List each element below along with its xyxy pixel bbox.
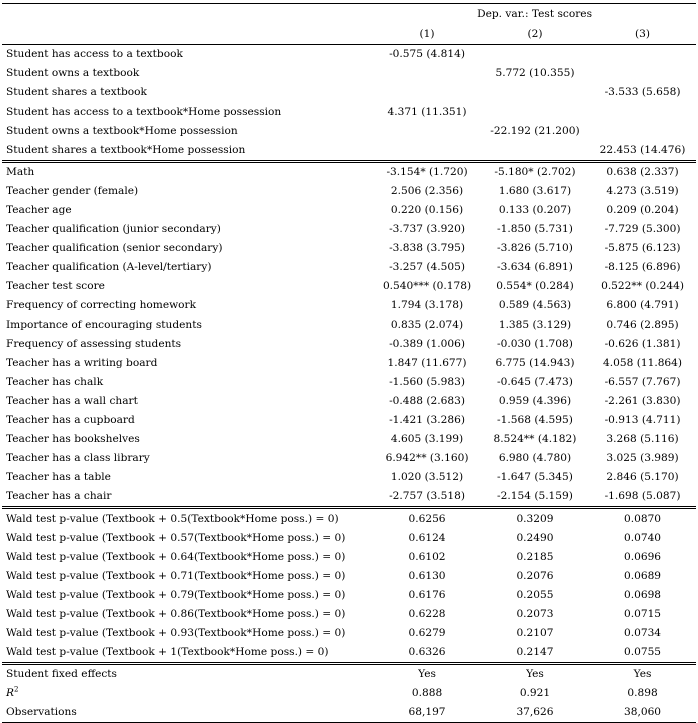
cell-col-3: 22.453 (14.476) bbox=[599, 143, 686, 156]
cell-col-1: 0.6279 bbox=[408, 627, 446, 640]
wald-test-row bbox=[2, 624, 696, 643]
cell-col-3: 0.0734 bbox=[623, 627, 662, 640]
cell-col-3: 0.209 (0.204) bbox=[606, 204, 679, 216]
control-row bbox=[2, 487, 696, 508]
cell-col-3: 3.268 (5.116) bbox=[606, 433, 679, 446]
textbook-row bbox=[2, 140, 696, 161]
row-label: Math bbox=[2, 161, 373, 182]
r-squared-symbol: R bbox=[6, 687, 14, 700]
control-row bbox=[2, 334, 696, 353]
cell-col-3: 0.522** (0.244) bbox=[601, 280, 684, 293]
wald-test-row bbox=[2, 547, 696, 566]
row-label: Student shares a textbook bbox=[6, 86, 147, 99]
control-row bbox=[2, 315, 696, 334]
cell-col-1 bbox=[373, 121, 481, 140]
cell-col-3: 6.800 (4.791) bbox=[606, 299, 679, 312]
cell-col-3: -3.533 (5.658) bbox=[604, 86, 681, 99]
row-label: Teacher has a chair bbox=[6, 490, 112, 503]
row-label: Teacher has a table bbox=[6, 471, 111, 484]
row-label: Student owns a textbook bbox=[6, 67, 140, 80]
cell-col-3: 38,060 bbox=[589, 703, 696, 723]
textbook-row bbox=[2, 64, 696, 83]
row-label: Wald test p-value (Textbook + 1(Textbook*Home poss.) = 0) bbox=[6, 646, 329, 659]
cell-col-1: 4.605 (3.199) bbox=[390, 433, 464, 446]
header-columns-row bbox=[2, 24, 696, 45]
cell-col-1: 0.6176 bbox=[408, 588, 446, 601]
wald-test-row bbox=[2, 605, 696, 624]
row-label: Teacher gender (female) bbox=[6, 184, 139, 197]
cell-col-1: 0.888 bbox=[411, 687, 443, 700]
cell-col-1: 0.6130 bbox=[408, 569, 446, 582]
cell-col-1: -1.560 (5.983) bbox=[389, 375, 465, 388]
wald-test-row bbox=[2, 586, 696, 605]
row-label: Wald test p-value (Textbook + 0.93(Textbook*Home poss.) = 0) bbox=[6, 627, 346, 640]
cell-col-2: 0.133 (0.207) bbox=[498, 204, 572, 216]
cell-col-1 bbox=[373, 140, 481, 161]
cell-col-2: -0.645 (7.473) bbox=[497, 375, 573, 388]
control-row bbox=[2, 430, 696, 449]
cell-col-2: 0.2107 bbox=[516, 627, 554, 640]
cell-col-3: -1.698 (5.087) bbox=[604, 490, 681, 503]
observations-row bbox=[2, 703, 696, 723]
row-label: Observations bbox=[2, 703, 373, 723]
wald-test-row bbox=[2, 528, 696, 547]
cell-col-1: 0.6124 bbox=[408, 531, 446, 544]
dep-var-label: Dep. var.: Test scores bbox=[373, 4, 696, 25]
column-header-1: (1) bbox=[419, 27, 435, 40]
row-label: Teacher has a wall chart bbox=[6, 394, 138, 407]
wald-test-row bbox=[2, 643, 696, 664]
cell-col-3: 3.025 (3.989) bbox=[606, 452, 679, 465]
cell-col-1: 0.835 (2.074) bbox=[390, 318, 464, 331]
row-label: Teacher qualification (junior secondary) bbox=[6, 223, 221, 236]
cell-col-1: -0.389 (1.006) bbox=[389, 337, 465, 350]
cell-col-2: -0.030 (1.708) bbox=[497, 337, 573, 350]
cell-col-1: 0.220 (0.156) bbox=[390, 204, 464, 216]
row-label: Student shares a textbook*Home possession bbox=[6, 143, 246, 156]
control-row bbox=[2, 239, 696, 258]
row-label: Teacher has a class library bbox=[6, 452, 150, 465]
cell-col-3: -0.913 (4.711) bbox=[604, 414, 681, 427]
cell-col-2: -5.180* (2.702) bbox=[481, 161, 589, 182]
cell-col-1: -0.575 (4.814) bbox=[373, 45, 481, 65]
cell-col-1: 0.6256 bbox=[373, 508, 481, 529]
row-label: Student fixed effects bbox=[2, 664, 373, 685]
row-label bbox=[2, 684, 373, 703]
cell-col-3: 0.0755 bbox=[623, 646, 662, 659]
cell-col-2: -3.634 (6.891) bbox=[497, 261, 573, 274]
cell-col-2: 0.2076 bbox=[516, 569, 554, 582]
cell-col-1: 4.371 (11.351) bbox=[387, 105, 467, 118]
cell-col-1: 68,197 bbox=[373, 703, 481, 723]
cell-col-2: 37,626 bbox=[481, 703, 589, 723]
cell-col-1: -3.154* (1.720) bbox=[373, 161, 481, 182]
cell-col-1: -1.421 (3.286) bbox=[389, 414, 465, 427]
control-row bbox=[2, 354, 696, 373]
cell-col-2: 0.2147 bbox=[516, 646, 554, 659]
cell-col-3: 0.898 bbox=[627, 687, 658, 700]
cell-col-1: 1.794 (3.178) bbox=[390, 299, 464, 312]
cell-col-1: -2.757 (3.518) bbox=[389, 490, 465, 503]
row-label: Frequency of correcting homework bbox=[6, 299, 197, 312]
cell-col-2: -1.647 (5.345) bbox=[497, 471, 573, 484]
cell-col-1: -0.488 (2.683) bbox=[389, 394, 465, 407]
cell-col-2: 8.524** (4.182) bbox=[493, 433, 577, 446]
cell-col-2: 0.2490 bbox=[516, 531, 554, 544]
cell-col-2: -3.826 (5.710) bbox=[497, 242, 573, 255]
row-label: Teacher has bookshelves bbox=[6, 433, 140, 446]
cell-col-3: 0.0740 bbox=[623, 531, 662, 544]
row-label: Wald test p-value (Textbook + 0.79(Textbook*Home poss.) = 0) bbox=[6, 588, 346, 601]
textbook-row bbox=[2, 83, 696, 102]
control-row bbox=[2, 201, 696, 220]
row-label: Wald test p-value (Textbook + 0.64(Textbook*Home poss.) = 0) bbox=[6, 550, 346, 563]
cell-col-3: 0.0715 bbox=[623, 607, 662, 620]
cell-col-2 bbox=[481, 83, 589, 102]
cell-col-3: -7.729 (5.300) bbox=[604, 223, 681, 236]
cell-col-2: 0.921 bbox=[519, 687, 551, 700]
cell-col-1: 2.506 (2.356) bbox=[390, 184, 464, 197]
header-stub bbox=[2, 24, 373, 45]
cell-col-1: -3.737 (3.920) bbox=[389, 223, 465, 236]
row-label: Importance of encouraging students bbox=[6, 318, 202, 331]
wald-test-row bbox=[2, 567, 696, 586]
row-label: Teacher age bbox=[6, 204, 72, 216]
cell-col-2: 1.385 (3.129) bbox=[498, 318, 572, 331]
cell-col-3: 4.273 (3.519) bbox=[606, 184, 679, 197]
cell-col-1: 0.540*** (0.178) bbox=[382, 280, 472, 293]
control-row bbox=[2, 277, 696, 296]
row-label: Wald test p-value (Textbook + 0.57(Textbook*Home poss.) = 0) bbox=[6, 531, 346, 544]
cell-col-1: 0.6228 bbox=[408, 607, 446, 620]
header-dep-var-row bbox=[2, 4, 696, 25]
cell-col-3: -2.261 (3.830) bbox=[604, 394, 681, 407]
cell-col-2: 6.775 (14.943) bbox=[495, 356, 575, 369]
cell-col-1: Yes bbox=[373, 664, 481, 685]
cell-col-2 bbox=[481, 102, 589, 121]
cell-col-3: Yes bbox=[589, 664, 696, 685]
row-label: Wald test p-value (Textbook + 0.5(Textbook*Home poss.) = 0) bbox=[2, 508, 373, 529]
cell-col-2 bbox=[481, 140, 589, 161]
control-row bbox=[2, 449, 696, 468]
cell-col-3 bbox=[589, 102, 696, 121]
cell-col-2 bbox=[481, 45, 589, 65]
row-label: Frequency of assessing students bbox=[6, 337, 182, 350]
cell-col-3: 0.0870 bbox=[589, 508, 696, 529]
cell-col-1: -3.838 (3.795) bbox=[389, 242, 465, 255]
cell-col-3: -8.125 (6.896) bbox=[604, 261, 681, 274]
control-row bbox=[2, 296, 696, 315]
row-label: Teacher has chalk bbox=[6, 375, 104, 388]
row-label: Teacher has a cupboard bbox=[6, 414, 135, 427]
cell-col-2: 6.980 (4.780) bbox=[498, 452, 572, 465]
cell-col-2: 0.959 (4.396) bbox=[498, 394, 572, 407]
cell-col-1: 6.942** (3.160) bbox=[385, 452, 469, 465]
control-row bbox=[2, 258, 696, 277]
cell-col-2: 0.3209 bbox=[481, 508, 589, 529]
cell-col-2: 0.2185 bbox=[516, 550, 554, 563]
control-row bbox=[2, 468, 696, 487]
cell-col-2: 1.680 (3.617) bbox=[498, 184, 572, 197]
cell-col-3 bbox=[589, 64, 696, 83]
cell-col-2: 0.554* (0.284) bbox=[496, 280, 574, 293]
cell-col-1: -3.257 (4.505) bbox=[389, 261, 465, 274]
row-label: Student owns a textbook*Home possession bbox=[6, 124, 238, 137]
fixed-effects-row bbox=[2, 664, 696, 685]
control-row bbox=[2, 392, 696, 411]
header-stub bbox=[2, 4, 373, 25]
cell-col-3: 4.058 (11.864) bbox=[603, 356, 683, 369]
cell-col-2: -1.850 (5.731) bbox=[497, 223, 573, 236]
control-row bbox=[2, 373, 696, 392]
r-squared-exponent: 2 bbox=[13, 685, 19, 694]
control-row bbox=[2, 411, 696, 430]
control-row bbox=[2, 182, 696, 201]
cell-col-3: 2.846 (5.170) bbox=[606, 471, 679, 484]
cell-col-3: 0.746 (2.895) bbox=[606, 318, 679, 331]
row-label: Teacher qualification (senior secondary) bbox=[6, 242, 223, 255]
cell-col-2: 0.2055 bbox=[516, 588, 554, 601]
r-squared-row bbox=[2, 684, 696, 703]
cell-col-2: Yes bbox=[481, 664, 589, 685]
cell-col-3: -6.557 (7.767) bbox=[604, 375, 681, 388]
textbook-row bbox=[2, 121, 696, 140]
cell-col-1: 1.020 (3.512) bbox=[390, 471, 464, 484]
cell-col-2: -22.192 (21.200) bbox=[490, 124, 580, 137]
cell-col-3: 0.0689 bbox=[623, 569, 662, 582]
row-label: Teacher qualification (A-level/tertiary) bbox=[6, 261, 212, 274]
cell-col-3: -5.875 (6.123) bbox=[604, 242, 681, 255]
row-label: Wald test p-value (Textbook + 0.86(Textbook*Home poss.) = 0) bbox=[6, 607, 346, 620]
cell-col-3: -0.626 (1.381) bbox=[604, 337, 681, 350]
cell-col-2: 0.589 (4.563) bbox=[498, 299, 572, 312]
cell-col-3 bbox=[589, 121, 696, 140]
row-label: Wald test p-value (Textbook + 0.71(Textbook*Home poss.) = 0) bbox=[6, 569, 346, 582]
cell-col-2: -1.568 (4.595) bbox=[497, 414, 573, 427]
row-label: Teacher test score bbox=[6, 280, 105, 293]
cell-col-1 bbox=[373, 64, 481, 83]
cell-col-2: 5.772 (10.355) bbox=[495, 67, 575, 80]
wald-test-row bbox=[2, 508, 696, 529]
textbook-row bbox=[2, 45, 696, 65]
cell-col-1 bbox=[373, 83, 481, 102]
cell-col-3: 0.0698 bbox=[623, 588, 662, 601]
cell-col-1: 0.6326 bbox=[408, 646, 446, 659]
textbook-row bbox=[2, 102, 696, 121]
column-header-2: (2) bbox=[527, 27, 543, 40]
cell-col-2: 0.2073 bbox=[516, 607, 554, 620]
row-label: Student has access to a textbook*Home possession bbox=[6, 105, 282, 118]
cell-col-1: 1.847 (11.677) bbox=[387, 356, 467, 369]
regression-table bbox=[2, 3, 696, 723]
cell-col-3 bbox=[589, 45, 696, 65]
row-label: Student has access to a textbook bbox=[2, 45, 373, 65]
cell-col-3: 0.0696 bbox=[623, 550, 662, 563]
cell-col-3: 0.638 (2.337) bbox=[589, 161, 696, 182]
control-row bbox=[2, 161, 696, 182]
cell-col-2: -2.154 (5.159) bbox=[497, 490, 573, 503]
column-header-3: (3) bbox=[635, 27, 651, 40]
row-label: Teacher has a writing board bbox=[6, 356, 158, 369]
cell-col-1: 0.6102 bbox=[408, 550, 446, 563]
control-row bbox=[2, 220, 696, 239]
